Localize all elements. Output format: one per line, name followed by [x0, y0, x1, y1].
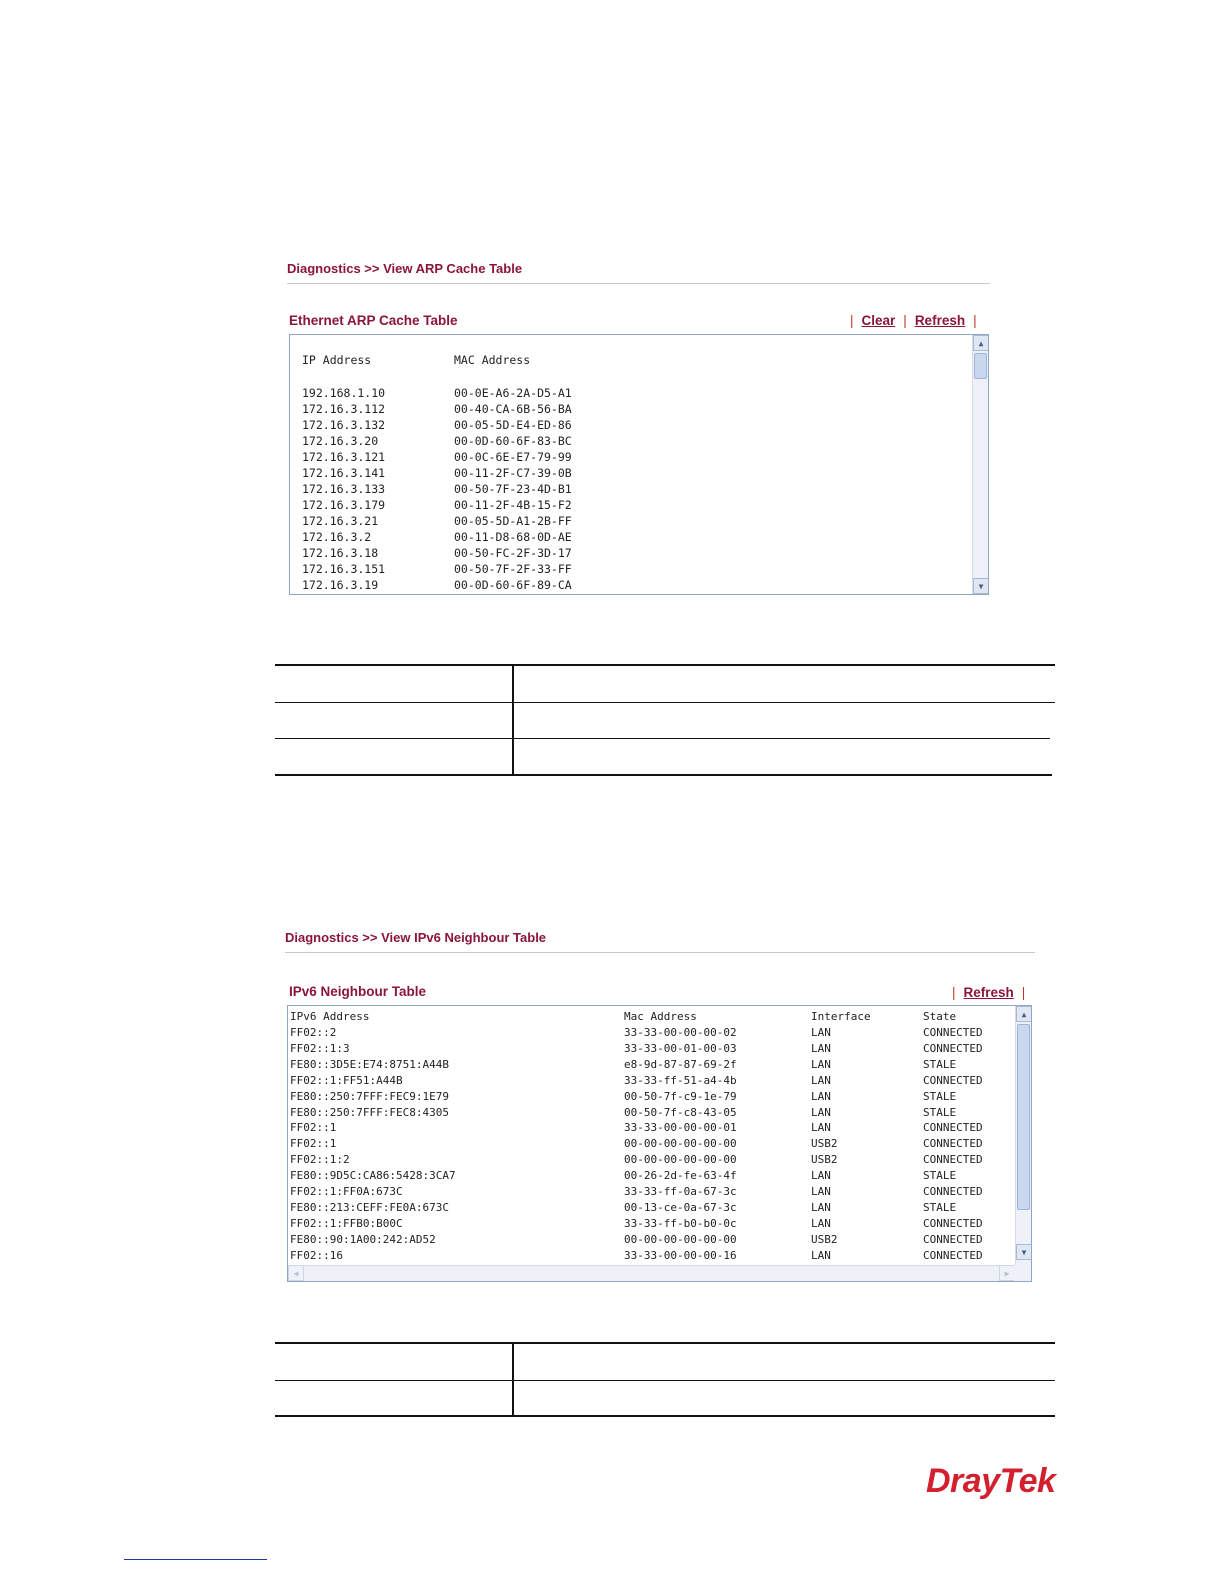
ip-address-cell: 172.16.3.121 — [302, 450, 386, 464]
ipv6-table-row — [290, 1200, 1010, 1216]
interface-header: Interface — [811, 1010, 871, 1023]
mac-address-cell: 00-0E-A6-2A-D5-A1 — [454, 386, 572, 400]
state-cell: CONNECTED — [923, 1248, 983, 1262]
ipv6-address-cell: FF02::16 — [290, 1248, 343, 1262]
separator: | — [903, 313, 907, 328]
interface-cell: LAN — [811, 1089, 831, 1103]
mac-address-cell: 00-50-7F-2F-33-FF — [454, 562, 572, 576]
ipv6-table-row — [290, 1041, 1010, 1057]
ipv6-address-cell: FF02::1:FFB0:B00C — [290, 1216, 403, 1230]
ip-address-header: IP Address — [302, 353, 372, 367]
mac-address-cell: 00-00-00-00-00-00 — [624, 1137, 737, 1151]
interface-cell: USB2 — [811, 1153, 838, 1167]
arp-desc-table-row-divider — [275, 702, 1055, 703]
separator: | — [973, 313, 977, 328]
ipv6-table-row — [290, 1089, 1010, 1105]
ipv6-address-cell: FE80::213:CEFF:FE0A:673C — [290, 1200, 449, 1214]
ip-address-cell: 172.16.3.18 — [302, 546, 379, 560]
state-cell: STALE — [923, 1057, 957, 1071]
interface-cell: LAN — [811, 1169, 831, 1183]
ipv6-table-row — [290, 1057, 1010, 1073]
mac-address-cell: 33-33-00-00-00-16 — [624, 1248, 737, 1262]
ipv6-table-row — [290, 1136, 1010, 1152]
ipv6-table-row — [290, 1232, 1010, 1248]
mac-address-cell: 00-50-FC-2F-3D-17 — [454, 546, 572, 560]
ipv6-address-cell: FE80::250:7FFF:FEC9:1E79 — [290, 1089, 449, 1103]
mac-address-header: Mac Address — [624, 1010, 697, 1023]
interface-cell: LAN — [811, 1200, 831, 1214]
clear-link[interactable]: Clear — [861, 313, 896, 328]
scroll-up-icon[interactable]: ▲ — [1016, 1006, 1032, 1022]
footer-underline — [124, 1559, 267, 1560]
arp-cache-textbox[interactable] — [289, 334, 989, 595]
state-cell: STALE — [923, 1089, 957, 1103]
state-cell: STALE — [923, 1169, 957, 1183]
ipv6-address-cell: FE80::250:7FFF:FEC8:4305 — [290, 1105, 449, 1119]
ipv6-neighbour-textbox[interactable] — [287, 1005, 1032, 1282]
mac-address-cell: 33-33-00-00-00-01 — [624, 1121, 737, 1135]
mac-address-cell: 00-0D-60-6F-89-CA — [454, 578, 572, 592]
mac-address-cell: 00-11-D8-68-0D-AE — [454, 530, 572, 544]
ip-address-cell: 172.16.3.19 — [302, 578, 379, 592]
ipv6-table-row — [290, 1248, 1010, 1264]
ip-address-cell: 172.16.3.179 — [302, 498, 386, 512]
separator: | — [952, 985, 956, 1000]
mac-address-cell: 00-00-00-00-00-00 — [624, 1232, 737, 1246]
ipv6-desc-table-bottom-border — [275, 1415, 1055, 1417]
interface-cell: LAN — [811, 1057, 831, 1071]
ipv6-address-cell: FE80::9D5C:CA86:5428:3CA7 — [290, 1169, 456, 1183]
ip-address-cell: 172.16.3.141 — [302, 466, 386, 480]
interface-cell: LAN — [811, 1026, 831, 1039]
ip-address-cell: 172.16.3.112 — [302, 402, 386, 416]
arp-breadcrumb-divider — [287, 283, 990, 284]
ipv6-vertical-scrollbar[interactable] — [1015, 1006, 1031, 1265]
ipv6-actions — [944, 985, 1025, 1000]
ipv6-table-row — [290, 1073, 1010, 1089]
ipv6-table-row — [290, 1120, 1010, 1136]
separator: | — [1021, 985, 1026, 1000]
mac-address-cell: 00-05-5D-A1-2B-FF — [454, 514, 572, 528]
arp-actions — [842, 313, 977, 328]
ipv6-address-cell: FF02::1:2 — [290, 1153, 350, 1167]
ip-address-cell: 172.16.3.151 — [302, 562, 386, 576]
ipv6-breadcrumb: Diagnostics >> View IPv6 Neighbour Table — [285, 930, 547, 945]
interface-cell: LAN — [811, 1248, 831, 1262]
state-cell: CONNECTED — [923, 1137, 983, 1151]
mac-address-cell: e8-9d-87-87-69-2f — [624, 1057, 737, 1071]
arp-vertical-scrollbar[interactable] — [972, 335, 988, 594]
mac-address-cell: 00-11-2F-4B-15-F2 — [454, 498, 572, 512]
scroll-up-icon[interactable]: ▲ — [973, 335, 989, 351]
mac-address-cell: 00-50-7f-c9-1e-79 — [624, 1089, 737, 1103]
state-cell: STALE — [923, 1200, 957, 1214]
arp-refresh-link[interactable]: Refresh — [914, 313, 966, 328]
ip-address-cell: 172.16.3.2 — [302, 530, 372, 544]
state-cell: CONNECTED — [923, 1232, 983, 1246]
arp-breadcrumb: Diagnostics >> View ARP Cache Table — [287, 261, 523, 276]
mac-address-cell: 33-33-ff-0a-67-3c — [624, 1185, 737, 1198]
ipv6-breadcrumb-divider — [285, 952, 1035, 953]
scroll-down-icon[interactable]: ▼ — [973, 578, 989, 594]
ipv6-address-cell: FE80::90:1A00:242:AD52 — [290, 1232, 436, 1246]
ipv6-table-row — [290, 1184, 1010, 1200]
state-cell: STALE — [923, 1105, 957, 1119]
state-cell: CONNECTED — [923, 1216, 983, 1230]
ip-address-cell: 172.16.3.21 — [302, 514, 379, 528]
mac-address-cell: 33-33-ff-51-a4-4b — [624, 1073, 737, 1087]
arp-desc-table-bottom-border — [275, 774, 1052, 776]
state-cell: CONNECTED — [923, 1185, 983, 1198]
interface-cell: LAN — [811, 1041, 831, 1055]
state-cell: CONNECTED — [923, 1153, 983, 1167]
ipv6-section-title: IPv6 Neighbour Table — [289, 984, 427, 999]
interface-cell: LAN — [811, 1121, 831, 1135]
scroll-left-icon[interactable]: ◀ — [288, 1265, 304, 1281]
arp-desc-table-top-border — [275, 664, 1055, 666]
arp-desc-table-column-divider — [512, 664, 514, 776]
draytek-logo: DrayTek — [926, 1462, 1056, 1500]
ip-address-cell: 192.168.1.10 — [302, 386, 386, 400]
arp-section-title: Ethernet ARP Cache Table — [289, 313, 458, 328]
ip-address-cell: 172.16.3.132 — [302, 418, 386, 432]
mac-address-cell: 00-05-5D-E4-ED-86 — [454, 418, 572, 432]
scroll-thumb[interactable] — [1017, 1024, 1030, 1210]
scroll-down-icon[interactable]: ▼ — [1016, 1244, 1032, 1260]
mac-address-cell: 33-33-00-01-00-03 — [624, 1041, 737, 1055]
scroll-thumb[interactable] — [974, 353, 987, 379]
ipv6-address-cell: FE80::3D5E:E74:8751:A44B — [290, 1057, 449, 1071]
ipv6-table-row — [290, 1105, 1010, 1121]
mac-address-cell: 00-11-2F-C7-39-0B — [454, 466, 572, 480]
ip-address-cell: 172.16.3.20 — [302, 434, 379, 448]
scroll-right-icon[interactable]: ▶ — [999, 1265, 1015, 1281]
mac-address-cell: 00-50-7F-23-4D-B1 — [454, 482, 572, 496]
interface-cell: LAN — [811, 1073, 831, 1087]
mac-address-header: MAC Address — [454, 353, 531, 367]
state-cell: CONNECTED — [923, 1121, 983, 1135]
ipv6-address-header: IPv6 Address — [290, 1010, 370, 1023]
mac-address-cell: 00-26-2d-fe-63-4f — [624, 1169, 737, 1183]
mac-address-cell: 00-00-00-00-00-00 — [624, 1153, 737, 1167]
ipv6-address-cell: FF02::1 — [290, 1121, 337, 1135]
mac-address-cell: 00-13-ce-0a-67-3c — [624, 1200, 737, 1214]
separator: | — [850, 313, 854, 328]
ipv6-desc-table-top-border — [275, 1342, 1055, 1344]
mac-address-cell: 00-0D-60-6F-83-BC — [454, 434, 572, 448]
state-cell: CONNECTED — [923, 1026, 983, 1039]
ipv6-desc-table-row-divider — [275, 1380, 1055, 1381]
ipv6-table-row — [290, 1152, 1010, 1168]
scrollbar-corner — [1014, 1265, 1031, 1281]
arp-desc-table-row-divider — [275, 738, 1050, 739]
mac-address-cell: 00-0C-6E-E7-79-99 — [454, 450, 572, 464]
ipv6-desc-table-column-divider — [512, 1342, 514, 1417]
ipv6-address-cell: FF02::1 — [290, 1137, 337, 1151]
interface-cell: LAN — [811, 1216, 831, 1230]
interface-cell: LAN — [811, 1185, 831, 1198]
mac-address-cell: 00-50-7f-c8-43-05 — [624, 1105, 737, 1119]
interface-cell: USB2 — [811, 1232, 838, 1246]
interface-cell: LAN — [811, 1105, 831, 1119]
mac-address-cell: 33-33-ff-b0-b0-0c — [624, 1216, 737, 1230]
state-cell: CONNECTED — [923, 1041, 983, 1055]
ipv6-table-row — [290, 1216, 1010, 1232]
state-header: State — [923, 1010, 957, 1023]
ip-address-cell: 172.16.3.133 — [302, 482, 386, 496]
interface-cell: USB2 — [811, 1137, 838, 1151]
state-cell: CONNECTED — [923, 1073, 983, 1087]
ipv6-horizontal-scrollbar[interactable] — [288, 1265, 1015, 1281]
ipv6-table-row — [290, 1168, 1010, 1184]
ipv6-table-row — [290, 1025, 1010, 1041]
ipv6-header-row — [290, 1009, 1010, 1025]
ipv6-address-cell: FF02::1:FF51:A44B — [290, 1073, 403, 1087]
mac-address-cell: 33-33-00-00-00-02 — [624, 1026, 737, 1039]
mac-address-cell: 00-40-CA-6B-56-BA — [454, 402, 572, 416]
ipv6-address-cell: FF02::1:FF0A:673C — [290, 1185, 403, 1198]
ipv6-address-cell: FF02::2 — [290, 1026, 337, 1039]
ipv6-refresh-link[interactable]: Refresh — [963, 985, 1014, 1000]
ipv6-address-cell: FF02::1:3 — [290, 1041, 350, 1055]
